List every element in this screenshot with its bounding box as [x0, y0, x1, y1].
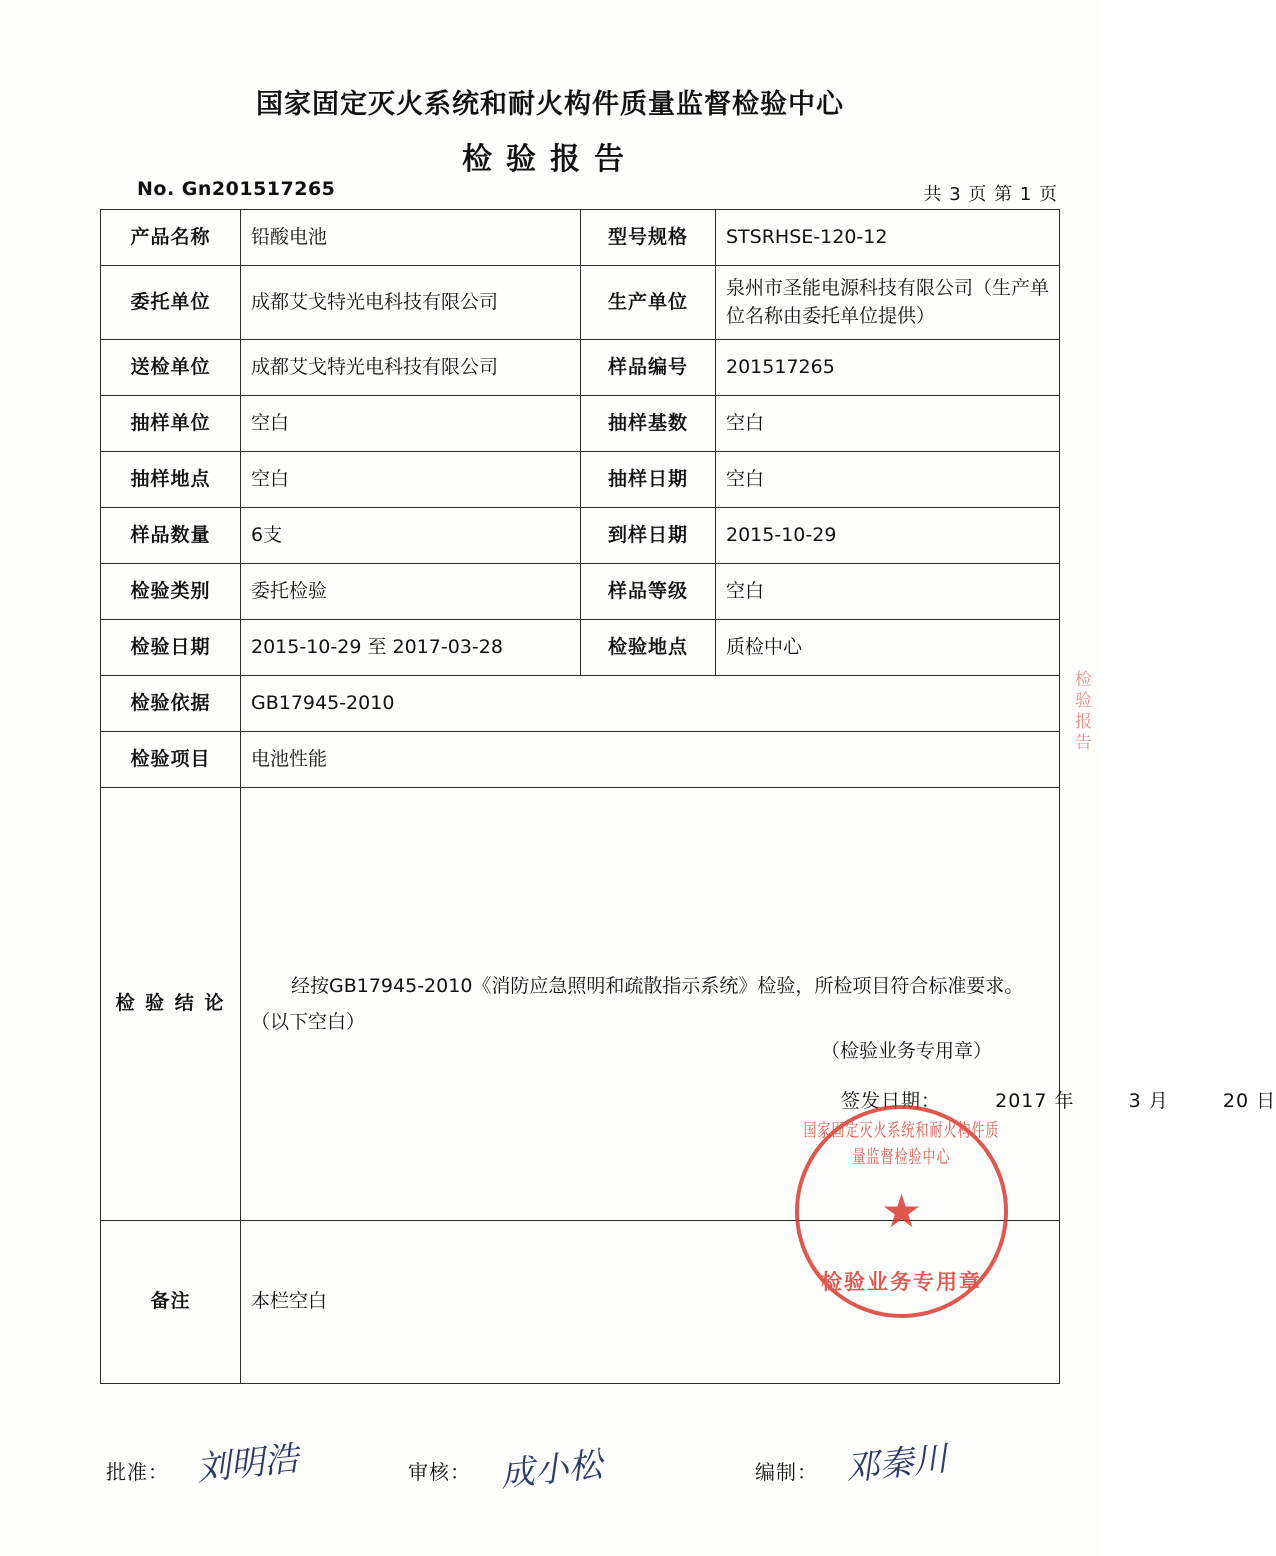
row-label-sampling-unit: 抽样单位 — [101, 396, 241, 452]
row-value-test-category: 委托检验 — [241, 564, 581, 620]
row-value-sampling-place: 空白 — [241, 452, 581, 508]
row-value-sampling-date: 空白 — [716, 452, 1060, 508]
row-label-submitter: 送检单位 — [101, 340, 241, 396]
table-row — [101, 732, 1060, 788]
row-value-test-date: 2015-10-29 至 2017-03-28 — [241, 620, 581, 676]
sign-year: 2017 — [995, 1090, 1048, 1112]
table-row — [101, 452, 1060, 508]
star-icon: ★ — [880, 1185, 923, 1237]
sign-day-unit: 日 — [1256, 1090, 1276, 1112]
row-label-test-items: 检验项目 — [101, 732, 241, 788]
row-value-test-items: 电池性能 — [241, 732, 1060, 788]
row-value-sampling-unit: 空白 — [241, 396, 581, 452]
seal-bottom-text: 检验业务专用章 — [821, 1270, 982, 1294]
row-value-model: STSRHSE-120-12 — [716, 210, 1060, 266]
row-value-sampling-base: 空白 — [716, 396, 1060, 452]
signature-footer — [100, 1440, 1080, 1518]
table-row — [101, 340, 1060, 396]
row-value-product-name: 铅酸电池 — [241, 210, 581, 266]
conclusion-label: 检 验 结 论 — [101, 788, 241, 1221]
sign-month-unit: 月 — [1148, 1090, 1169, 1112]
row-label-sampling-place: 抽样地点 — [101, 452, 241, 508]
side-mark-text: 检验报告 — [1071, 670, 1091, 754]
stamp-note: （检验业务专用章） — [821, 1040, 993, 1062]
row-label-arrival-date: 到样日期 — [581, 508, 716, 564]
compile-label: 编制： — [755, 1460, 818, 1484]
row-value-arrival-date: 2015-10-29 — [716, 508, 1060, 564]
note-row — [101, 1221, 1060, 1384]
row-label-sample-grade: 样品等级 — [581, 564, 716, 620]
table-row — [101, 210, 1060, 266]
review-signature: 成小松 — [498, 1446, 605, 1495]
sign-year-unit: 年 — [1054, 1090, 1075, 1112]
row-label-test-place: 检验地点 — [581, 620, 716, 676]
sign-date-label: 签发日期： — [841, 1090, 942, 1112]
sign-date-line — [841, 1088, 1276, 1116]
row-label-test-date: 检验日期 — [101, 620, 241, 676]
row-label-model: 型号规格 — [581, 210, 716, 266]
approve-signature: 刘明浩 — [194, 1440, 301, 1489]
row-value-test-basis: GB17945-2010 — [241, 676, 1060, 732]
table-row — [101, 396, 1060, 452]
row-label-product-name: 产品名称 — [101, 210, 241, 266]
review-label: 审核： — [408, 1460, 471, 1484]
row-label-test-basis: 检验依据 — [101, 676, 241, 732]
row-label-client: 委托单位 — [101, 266, 241, 340]
row-label-sample-no: 样品编号 — [581, 340, 716, 396]
row-value-sample-qty: 6支 — [241, 508, 581, 564]
row-value-sample-no: 201517265 — [716, 340, 1060, 396]
row-label-sampling-base: 抽样基数 — [581, 396, 716, 452]
row-label-sample-qty: 样品数量 — [101, 508, 241, 564]
table-row — [101, 564, 1060, 620]
page-title: 国家固定灭火系统和耐火构件质量监督检验中心 — [256, 89, 844, 120]
conclusion-row — [101, 788, 1060, 1221]
sign-day: 20 — [1222, 1090, 1250, 1112]
row-label-manufacturer: 生产单位 — [581, 266, 716, 340]
row-label-test-category: 检验类别 — [101, 564, 241, 620]
row-value-sample-grade: 空白 — [716, 564, 1060, 620]
sign-month: 3 — [1128, 1090, 1142, 1112]
row-value-manufacturer: 泉州市圣能电源科技有限公司（生产单位名称由委托单位提供） — [716, 266, 1060, 340]
table-row — [101, 266, 1060, 340]
note-label: 备注 — [101, 1221, 241, 1384]
row-value-submitter: 成都艾戈特光电科技有限公司 — [241, 340, 581, 396]
row-label-sampling-date: 抽样日期 — [581, 452, 716, 508]
table-row — [101, 676, 1060, 732]
note-value: 本栏空白 — [241, 1221, 1060, 1384]
row-value-client: 成都艾戈特光电科技有限公司 — [241, 266, 581, 340]
compile-signature: 邓秦川 — [843, 1440, 950, 1489]
seal-top-text: 国家固定灭火系统和耐火构件质量监督检验中心 — [803, 1121, 1000, 1169]
table-row — [101, 508, 1060, 564]
document-type-title: 检验报告 — [462, 142, 638, 177]
conclusion-text: 经按GB17945-2010《消防应急照明和疏散指示系统》检验，所检项目符合标准要求。（以下空白） — [251, 974, 1024, 1033]
approve-label: 批准： — [106, 1460, 169, 1484]
report-number: No. Gn201517265 — [137, 178, 336, 200]
conclusion-body — [241, 788, 1276, 1221]
row-value-test-place: 质检中心 — [716, 620, 1060, 676]
page-count: 共 3 页 第 1 页 — [923, 184, 1058, 205]
table-row — [101, 620, 1060, 676]
